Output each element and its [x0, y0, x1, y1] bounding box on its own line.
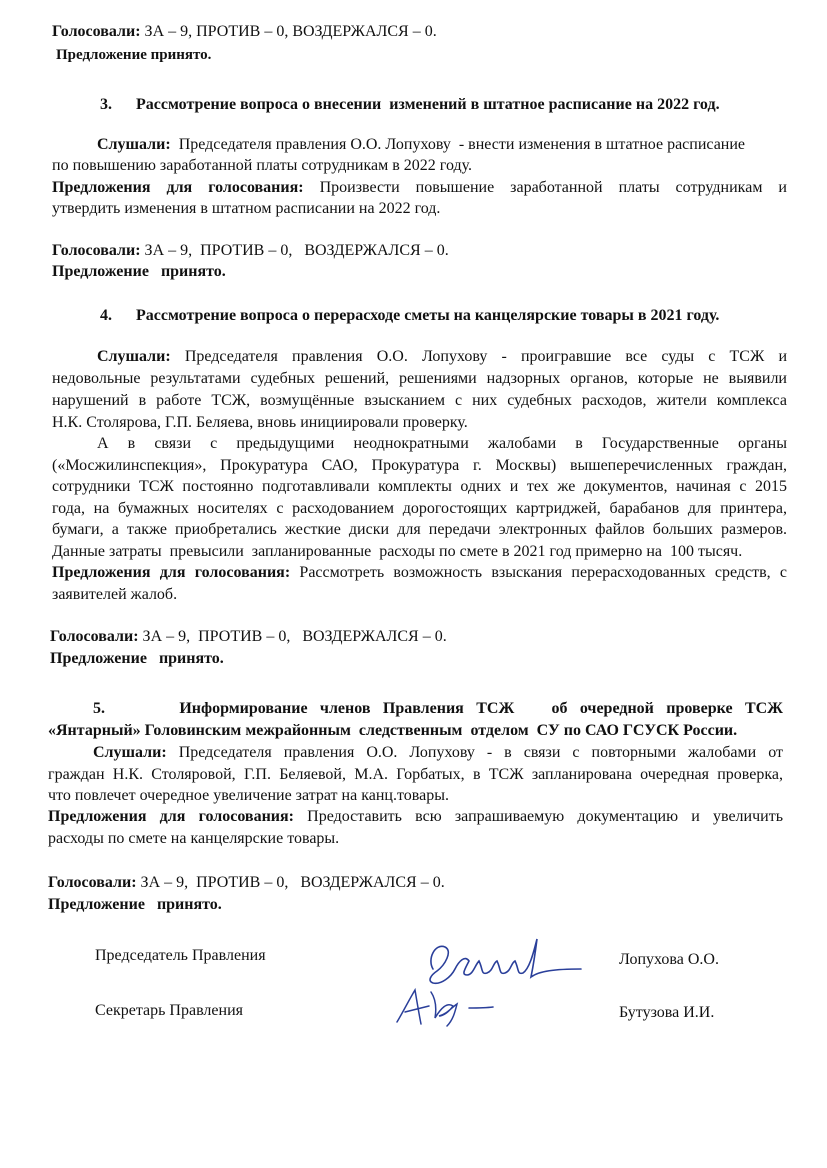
item3-proposal-line1: Предложения для голосования: Произвести повышение заработанной платы сотрудникам и	[52, 179, 787, 196]
item4-para2-line4: года, на бумажных носителях с расходованием дорогостоящих картриджей, барабанов для принтера,	[52, 500, 787, 517]
chair-name: Лопухова О.О.	[619, 951, 719, 968]
item5-heard-line1: Слушали: Председателя правления О.О. Лопухову - в связи с повторными жалобами от	[93, 744, 783, 761]
item3-heading: 3. Рассмотрение вопроса о внесении изменений в штатное расписание на 2022 год.	[100, 96, 720, 113]
vote-result: Предложение принято.	[56, 47, 212, 63]
item3-vote-line: Голосовали: ЗА – 9, ПРОТИВ – 0, ВОЗДЕРЖАЛСЯ – 0.	[52, 242, 449, 259]
item5-heading-line2: «Янтарный» Головинским межрайонным следственным отделом СУ по САО ГСУСК России.	[48, 722, 738, 739]
item4-para2-line2: («Мосжилинспекция», Прокуратура САО, Прокуратура г. Москвы) вышеперечисленных граждан,	[52, 457, 787, 474]
item4-vote-result: Предложение принято.	[50, 650, 224, 667]
item4-heard-line4: Н.К. Столярова, Г.П. Беляева, вновь инициировали проверку.	[52, 414, 468, 431]
item3-vote-result: Предложение принято.	[52, 263, 226, 280]
item5-heard-line2: граждан Н.К. Столяровой, Г.П. Беляевой, М.А. Горбатых, в ТСЖ запланирована очередная проверка,	[48, 766, 783, 783]
item4-heard-line2: недовольные результатами судебных решений, решениями надзорных органов, которые не выявили	[52, 370, 787, 387]
secretary-signature-icon	[385, 982, 515, 1032]
item4-heard-line1: Слушали: Председателя правления О.О. Лопухову - проигравшие все суды с ТСЖ и	[97, 348, 787, 365]
item5-proposal-line2: расходы по смете на канцелярские товары.	[48, 830, 340, 847]
item5-heading-line1: 5. Информирование членов Правления ТСЖ об очередной проверке ТСЖ	[93, 700, 783, 717]
item3-proposal-line2: утвердить изменения в штатном расписании на 2022 год.	[52, 200, 441, 217]
item5-vote-result: Предложение принято.	[48, 896, 222, 913]
item5-vote-line: Голосовали: ЗА – 9, ПРОТИВ – 0, ВОЗДЕРЖАЛСЯ – 0.	[48, 874, 445, 891]
chair-title: Председатель Правления	[95, 947, 266, 964]
item4-para2-line5: бумаги, а также приобретались жесткие диски для передачи электронных файлов больших размеров.	[52, 521, 787, 538]
vote-line: Голосовали: ЗА – 9, ПРОТИВ – 0, ВОЗДЕРЖАЛСЯ – 0.	[52, 23, 437, 40]
secretary-name: Бутузова И.И.	[619, 1004, 715, 1021]
item4-para2-line6: Данные затраты превысили запланированные расходы по смете в 2021 год примерно на 100 тысяч.	[52, 543, 743, 560]
item5-proposal-line1: Предложения для голосования: Предоставить всю запрашиваемую документацию и увеличить	[48, 808, 783, 825]
item4-para2-line3: сотрудники ТСЖ постоянно подготавливали комплекты одних и тех же документов, начиная с 2015	[52, 478, 787, 495]
item4-vote-line: Голосовали: ЗА – 9, ПРОТИВ – 0, ВОЗДЕРЖАЛСЯ – 0.	[50, 628, 447, 645]
item3-heard-line1: Слушали: Председателя правления О.О. Лопухову - внести изменения в штатное расписание	[97, 136, 746, 153]
item3-heard-line2: по повышению заработанной платы сотрудникам в 2022 году.	[52, 157, 473, 174]
item4-proposal-line2: заявителей жалоб.	[52, 586, 178, 603]
item4-heard-line3: нарушений в работе ТСЖ, возмущённые взысканием с них судебных расходов, жители комплекса	[52, 392, 787, 409]
item4-proposal-line1: Предложения для голосования: Рассмотреть возможность взыскания перерасходованных средств, с	[52, 564, 787, 581]
secretary-title: Секретарь Правления	[95, 1002, 243, 1019]
item4-para2-line1: А в связи с предыдущими неоднократными жалобами в Государственные органы	[97, 435, 787, 452]
item4-heading: 4. Рассмотрение вопроса о перерасходе сметы на канцелярские товары в 2021 году.	[100, 307, 720, 324]
item5-heard-line3: что повлечет очередное увеличение затрат на канц.товары.	[48, 787, 449, 804]
